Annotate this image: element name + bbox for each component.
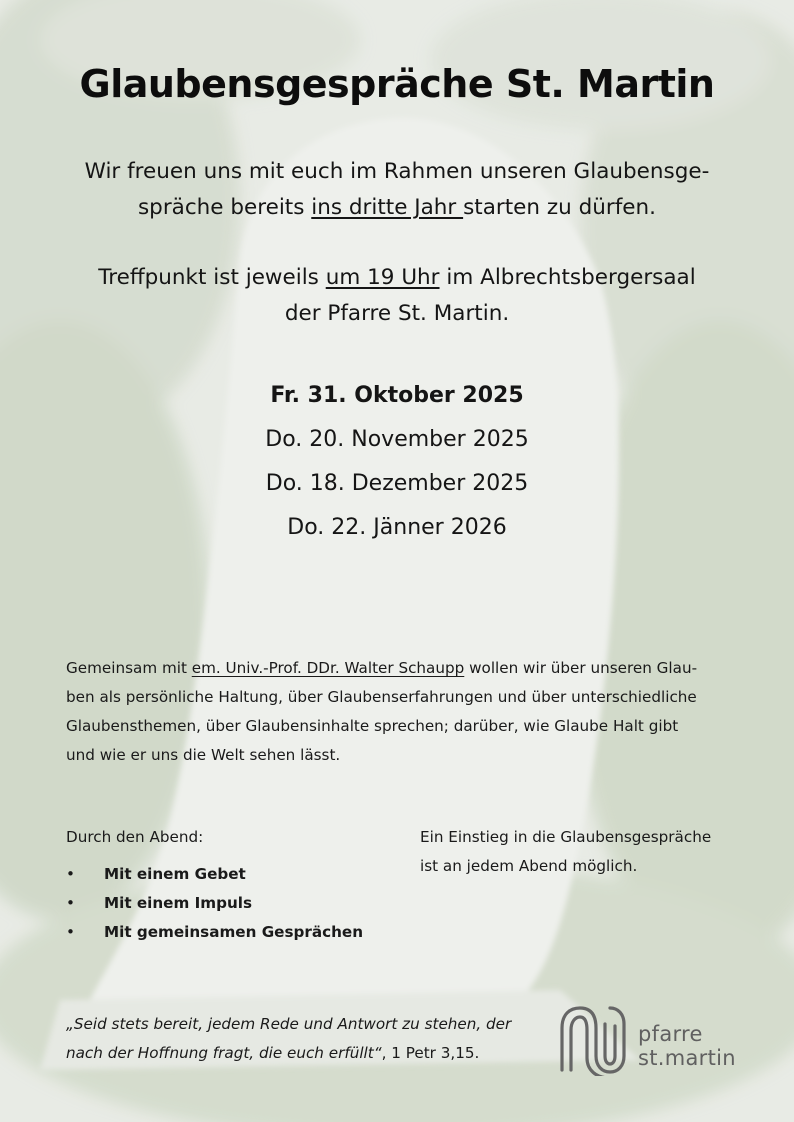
logo-mark-icon — [556, 1004, 632, 1076]
list-item-label: Mit einem Impuls — [104, 894, 253, 912]
quote-line-2: nach der Hoffnung fragt, die euch erfüllt“ — [66, 1044, 382, 1062]
date-item: Do. 20. November 2025 — [265, 427, 529, 452]
bullet-icon: • — [66, 923, 75, 941]
evening-label: Durch den Abend: — [66, 828, 204, 846]
meeting-line-1-end: im Albrechtsbergersaal — [439, 265, 696, 290]
intro-line-2-start: spräche bereits — [137, 195, 312, 220]
description-prefix: Gemeinsam mit — [66, 659, 192, 677]
date-item: Do. 18. Dezember 2025 — [265, 471, 529, 496]
entry-note-line-1: Ein Einstieg in die Glaubensgespräche — [420, 828, 712, 846]
logo-wordmark — [638, 1022, 736, 1070]
date-item: Do. 22. Jänner 2026 — [287, 515, 507, 540]
intro-line-2-end: starten zu dürfen. — [463, 195, 656, 220]
bullet-icon: • — [66, 894, 75, 912]
list-item-label: Mit gemeinsamen Gesprächen — [104, 923, 364, 941]
bullet-icon: • — [66, 865, 75, 883]
list-item — [66, 889, 363, 918]
meeting-text — [40, 260, 754, 332]
intro-text — [40, 154, 754, 226]
evening-list — [66, 860, 363, 947]
date-list — [0, 374, 794, 550]
list-item — [66, 918, 363, 947]
entry-note — [420, 823, 740, 881]
intro-line-1: Wir freuen uns mit euch im Rahmen unseren Glaubensge- — [84, 159, 710, 184]
quote-reference: , 1 Petr 3,15. — [381, 1044, 480, 1062]
evening-section — [66, 823, 363, 947]
page-title: Glaubensgespräche St. Martin — [79, 62, 715, 106]
date-item: Fr. 31. Oktober 2025 — [270, 383, 524, 408]
description-line-1-rest: wollen wir über unseren Glau- — [464, 659, 698, 677]
description-line-3: Glaubensthemen, über Glaubensinhalte sprechen; darüber, wie Glaube Halt gibt — [66, 717, 679, 735]
list-item-label: Mit einem Gebet — [104, 865, 246, 883]
entry-note-line-2: ist an jedem Abend möglich. — [420, 857, 638, 875]
description-line-2: ben als persönliche Haltung, über Glaubenserfahrungen und über unterschiedliche — [66, 688, 697, 706]
description — [66, 654, 742, 770]
speaker-name: em. Univ.-Prof. DDr. Walter Schaupp — [191, 659, 465, 677]
meeting-time: um 19 Uhr — [325, 265, 440, 290]
intro-highlight: ins dritte Jahr — [311, 195, 464, 220]
meeting-line-2: der Pfarre St. Martin. — [284, 301, 510, 326]
description-line-4: und wie er uns die Welt sehen lässt. — [66, 746, 341, 764]
pfarre-logo — [556, 1004, 756, 1078]
bible-quote — [66, 1010, 546, 1068]
logo-line-2: st.martin — [638, 1046, 736, 1070]
quote-line-1: „Seid stets bereit, jedem Rede und Antwort zu stehen, der — [66, 1015, 512, 1033]
meeting-line-1-start: Treffpunkt ist jeweils — [98, 265, 326, 290]
logo-line-1: pfarre — [638, 1022, 703, 1046]
list-item — [66, 860, 363, 889]
